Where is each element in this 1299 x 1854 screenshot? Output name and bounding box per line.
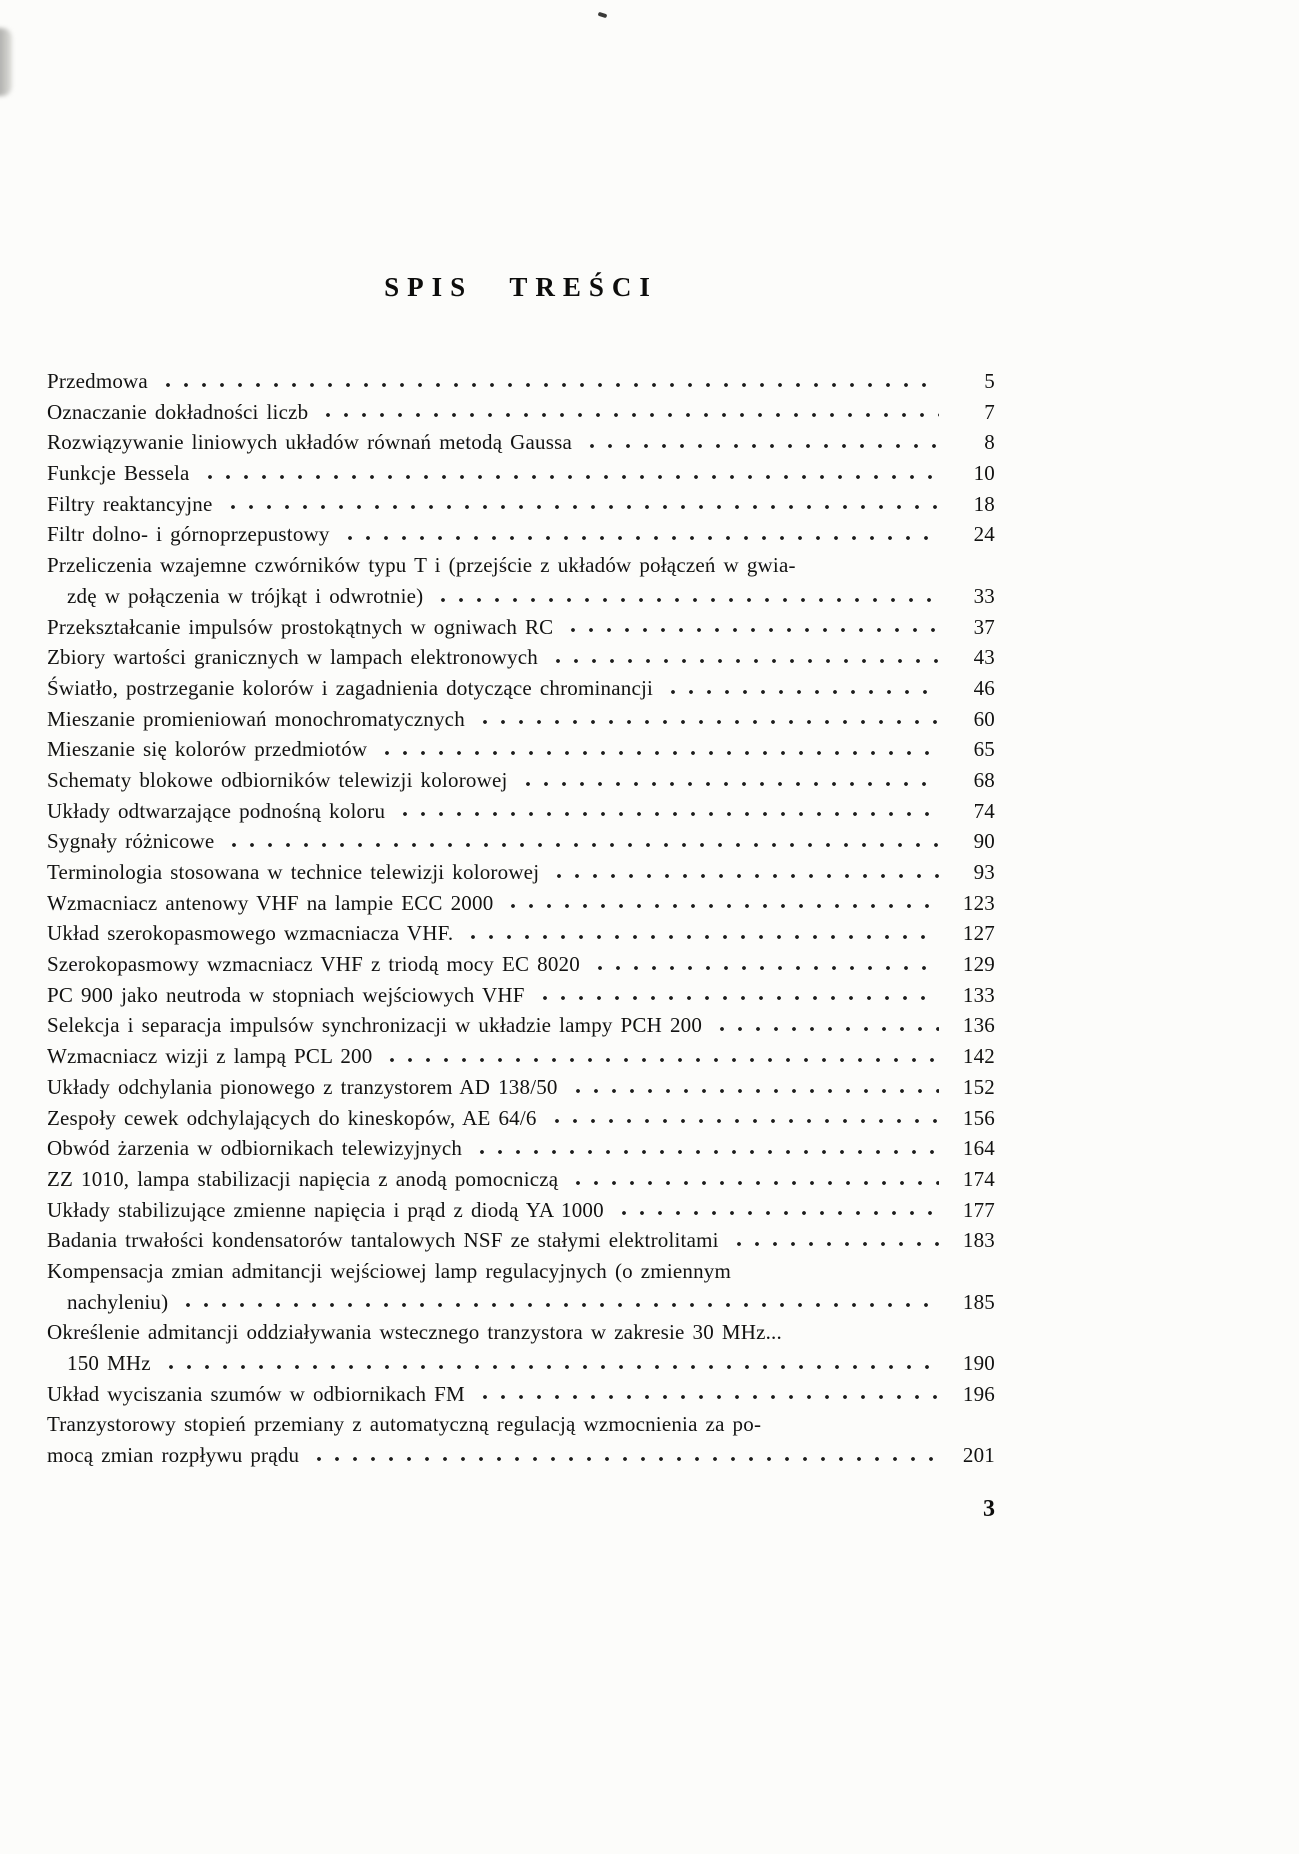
toc-entry [47,1225,995,1256]
dot-leader [223,826,939,857]
toc-entry [47,550,995,611]
toc-entry-text: Kompensacja zmian admitancji wejściowej lamp regulacyjnych (o zmiennym [47,1258,732,1283]
toc-entry-text: Mieszanie promieniowań monochromatycznych [47,706,465,731]
toc-entry-text: nachyleniu) [67,1289,169,1314]
dot-leader [548,857,939,888]
toc-entry [47,796,995,827]
toc-entry-text: 150 MHz [67,1351,151,1375]
dot-leader [502,888,939,919]
toc-entry-line [47,1256,995,1287]
toc-entry-page: 43 [973,645,995,670]
toc-entry-page: 46 [973,675,995,700]
toc-entry-text: ZZ 1010, lampa stabilizacji napięcia z anodą pomocniczą [47,1166,559,1191]
toc-entry-line [47,673,995,704]
dot-leader [562,612,939,643]
toc-entry [47,366,995,397]
toc-entry-line [47,888,995,919]
dot-leader [589,949,939,980]
toc-entry-text: Światło, postrzeganie kolorów i zagadnienia dotyczące chrominancji [47,675,654,700]
toc-entry-page: 7 [984,399,995,424]
dot-leader [339,519,939,550]
toc-entry-text: Obwód żarzenia w odbiornikach telewizyjnych [47,1136,463,1161]
toc-entry-line [47,1041,995,1072]
toc-entry [47,704,995,735]
toc-entry-page: 129 [962,952,995,977]
toc-entry [47,1409,995,1470]
toc-entry-page: 164 [962,1136,995,1161]
toc-entry-line [47,1287,995,1318]
toc-entry-line [47,427,995,458]
toc-entry-page: 18 [973,491,995,516]
dot-leader [471,1133,939,1164]
toc-entry [47,949,995,980]
toc-entry-text: Szerokopasmowy wzmacniacz VHF z triodą mocy EC 8020 [47,952,580,977]
toc-entry-page: 156 [962,1105,995,1130]
toc-entry-page: 196 [962,1381,995,1406]
dot-leader [546,1103,939,1134]
toc-entry-text: Przeliczenia wzajemne czwórników typu T i (przejście z układów połączeń w gwia- [47,553,796,578]
toc-entry-text: Badania trwałości kondensatorów tantalowych NSF ze stałymi elektrolitami [47,1228,719,1253]
toc-entry-line [47,1225,995,1256]
toc-entry-line [47,1348,995,1379]
toc-entry-page: 183 [962,1228,995,1253]
toc-list [47,366,995,1471]
toc-entry-line [47,642,995,673]
toc-entry [47,1195,995,1226]
page-title: SPIS TREŚCI [384,272,658,302]
toc-entry-text: Filtr dolno- i górnoprzepustowy [47,522,330,547]
dot-leader [534,980,939,1011]
dot-leader [177,1287,939,1318]
toc-entry-text: Filtry reaktancyjne [47,491,213,516]
toc-entry-page: 60 [973,706,995,731]
dot-leader [317,397,939,428]
toc-entry [47,918,995,949]
toc-entry-page: 177 [962,1197,995,1222]
dot-leader [613,1195,939,1226]
dot-leader [547,642,939,673]
dot-leader [376,734,939,765]
toc-entry [47,612,995,643]
toc-entry-text: Przekształcanie impulsów prostokątnych w ogniwach RC [47,614,554,639]
toc-entry-line [47,458,995,489]
toc-entry-line [47,1317,995,1348]
toc-entry-text: Układ wyciszania szumów w odbiornikach FM [47,1381,465,1406]
toc-entry [47,397,995,428]
toc-entry-line [47,857,995,888]
dot-leader [662,673,939,704]
toc-entry-line [47,1440,995,1471]
toc-entry [47,673,995,704]
toc-entry-page: 190 [962,1351,995,1375]
toc-entry-text: Wzmacniacz antenowy VHF na lampie ECC 2000 [47,890,494,915]
toc-entry [47,489,995,520]
dot-leader [567,1072,939,1103]
toc-entry-line [47,1010,995,1041]
dot-leader [462,918,939,949]
toc-entry-line [47,612,995,643]
toc-entry-text: Mieszanie się kolorów przedmiotów [47,737,368,762]
toc-entry-line [47,949,995,980]
toc-entry [47,1256,995,1317]
toc-entry-line [47,1072,995,1103]
toc-entry-line [47,489,995,520]
toc-entry [47,765,995,796]
toc-entry-line [47,826,995,857]
toc-entry-line [47,550,995,581]
dot-leader [567,1164,939,1195]
dot-leader [157,366,939,397]
toc-entry-text: Schematy blokowe odbiorników telewizji kolorowej [47,767,508,792]
toc-entry-page: 93 [973,860,995,884]
toc-entry-page: 24 [973,522,995,547]
toc-entry-text: Układy odtwarzające podnośną koloru [47,798,386,823]
toc-entry [47,888,995,919]
toc-entry [47,1072,995,1103]
toc-entry-text: zdę w połączenia w trójkąt i odwrotnie) [67,583,424,608]
toc-entry-text: Układ szerokopasmowego wzmacniacza VHF. [47,921,454,946]
dot-leader [581,427,939,458]
dot-leader [308,1440,939,1471]
toc-entry-line [47,1379,995,1410]
toc-entry [47,734,995,765]
toc-entry-page: 174 [962,1166,995,1191]
dot-leader [728,1225,939,1256]
toc-entry [47,826,995,857]
toc-entry-line [47,1164,995,1195]
toc-entry-text: Oznaczanie dokładności liczb [47,399,309,424]
toc-entry [47,1379,995,1410]
toc-entry-line [47,519,995,550]
toc-entry [47,980,995,1011]
toc-entry-line [47,765,995,796]
toc-entry-line [47,704,995,735]
toc-entry-line [47,397,995,428]
toc-entry-text: PC 900 jako neutroda w stopniach wejściowych VHF [47,982,525,1007]
toc-entry-text: Wzmacniacz wizji z lampą PCL 200 [47,1044,373,1069]
dot-leader [199,458,939,489]
toc-entry-text: Zespoły cewek odchylających do kineskopów, AE 64/6 [47,1105,537,1130]
toc-entry-text: Terminologia stosowana w technice telewizji kolorowej [47,860,540,884]
toc-entry-line [47,796,995,827]
toc-entry-line [47,980,995,1011]
toc-entry [47,642,995,673]
toc-entry [47,1164,995,1195]
toc-entry-text: Określenie admitancji oddziaływania wstecznego tranzystora w zakresie 30 MHz... [47,1320,782,1345]
toc-entry-page: 123 [962,890,995,915]
toc-entry-line [47,366,995,397]
toc-entry-page: 33 [973,583,995,608]
toc-entry-text: Tranzystorowy stopień przemiany z automatyczną regulacją wzmocnienia za po- [47,1412,762,1437]
scan-artifact-smudge [0,28,12,96]
dot-leader [394,796,939,827]
toc-entry [47,458,995,489]
dot-leader [474,704,939,735]
toc-entry [47,857,995,888]
toc-entry-line [47,734,995,765]
toc-entry-page: 74 [973,798,995,823]
dot-leader [160,1348,939,1379]
toc-entry [47,1317,995,1378]
dot-leader [432,581,939,612]
toc-entry [47,1041,995,1072]
toc-entry-text: Sygnały różnicowe [47,829,215,854]
toc-entry-page: 10 [973,461,995,486]
dot-leader [222,489,940,520]
dot-leader [381,1041,939,1072]
toc-entry-page: 136 [962,1013,995,1038]
toc-entry-text: Przedmowa [47,369,148,393]
toc-entry-page: 152 [962,1074,995,1099]
toc-entry-line [47,918,995,949]
toc-entry-text: mocą zmian rozpływu prądu [47,1443,300,1468]
toc-entry-page: 5 [984,369,995,393]
toc-entry-line [47,1409,995,1440]
toc-entry-page: 90 [973,829,995,854]
toc-entry [47,427,995,458]
toc-entry-text: Funkcje Bessela [47,461,190,486]
scan-artifact-speck [598,12,608,19]
toc-entry-text: Zbiory wartości granicznych w lampach elektronowych [47,645,538,670]
dot-leader [517,765,939,796]
toc-entry-text: Rozwiązywanie liniowych układów równań metodą Gaussa [47,430,573,455]
dot-leader [711,1010,939,1041]
toc-entry-line [47,1133,995,1164]
toc-entry-line [47,1103,995,1134]
toc-entry-page: 127 [962,921,995,946]
toc-entry-page: 185 [962,1289,995,1314]
toc-entry [47,1010,995,1041]
toc-entry-line [47,581,995,612]
toc-entry-text: Selekcja i separacja impulsów synchronizacji w układzie lampy PCH 200 [47,1013,703,1038]
toc-entry-page: 68 [973,767,995,792]
page-number: 3 [983,1496,995,1522]
toc-entry-page: 201 [962,1443,995,1468]
toc-entry-page: 142 [962,1044,995,1069]
toc-entry-text: Układy odchylania pionowego z tranzystorem AD 138/50 [47,1074,558,1099]
toc-entry-text: Układy stabilizujące zmienne napięcia i prąd z diodą YA 1000 [47,1197,604,1222]
toc-entry-line [47,1195,995,1226]
toc-entry [47,519,995,550]
toc-entry-page: 65 [973,737,995,762]
toc-entry-page: 8 [984,430,995,455]
toc-entry [47,1133,995,1164]
toc-entry [47,1103,995,1134]
dot-leader [474,1379,939,1410]
toc-entry-page: 37 [973,614,995,639]
toc-entry-page: 133 [962,982,995,1007]
